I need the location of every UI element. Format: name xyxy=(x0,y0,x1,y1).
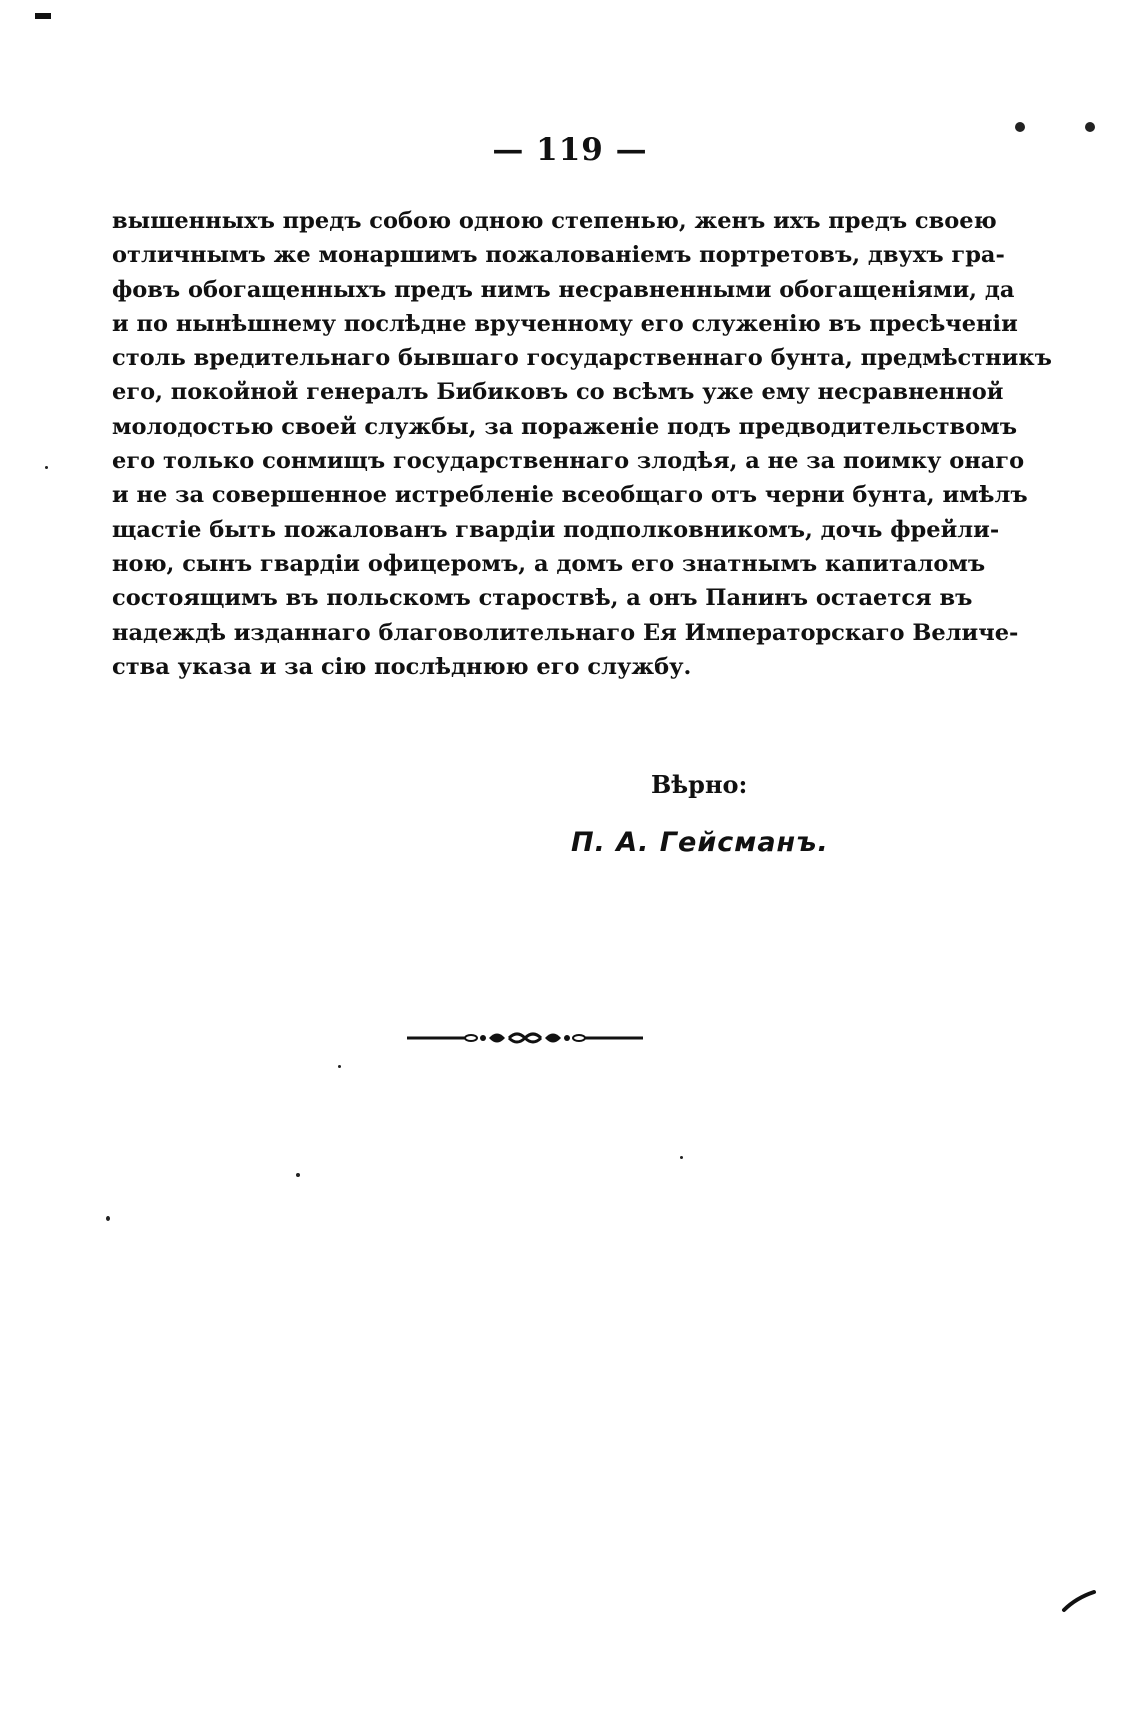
margin-speck xyxy=(45,466,48,469)
corner-mark xyxy=(35,13,51,19)
margin-speck xyxy=(106,1216,110,1221)
body-line: и по нынѣшнему послѣдне врученному его служенію въ пресѣченіи xyxy=(112,310,1018,337)
body-line: его только сонмищъ государственнаго злодѣя, а не за поимку онаго xyxy=(112,448,1025,475)
body-line: щастіе быть пожалованъ гвардіи подполковникомъ, дочь фрейли- xyxy=(112,516,1000,543)
body-line: его, покойной генералъ Бибиковъ со всѣмъ уже ему несравненной xyxy=(112,379,1004,406)
attestation-label: Вѣрно: xyxy=(651,770,748,799)
divider-ornament xyxy=(405,1026,645,1050)
signature: П. А. Гейсманъ. xyxy=(571,827,829,858)
body-line: ства указа и за сію послѣднюю его службу. xyxy=(112,653,692,680)
page-number: — 119 — xyxy=(492,132,648,168)
margin-speck xyxy=(338,1065,341,1068)
body-line: ною, сынъ гвардіи офицеромъ, а домъ его знатнымъ капиталомъ xyxy=(112,550,986,577)
margin-speck xyxy=(680,1156,683,1159)
margin-stroke xyxy=(1062,1588,1096,1612)
margin-speck xyxy=(296,1173,300,1177)
body-line: вышенныхъ предъ собою одною степенью, женъ ихъ предъ своею xyxy=(112,208,997,234)
body-text xyxy=(112,204,1052,684)
body-line: отличнымъ же монаршимъ пожалованіемъ портретовъ, двухъ гра- xyxy=(112,242,1005,269)
body-line: молодостью своей службы, за пораженіе подъ предводительствомъ xyxy=(112,413,1017,440)
body-line: надеждѣ изданнаго благоволительнаго Ея Императорскаго Величе- xyxy=(112,619,1019,646)
body-line: столь вредительнаго бывшаго государственнаго бунта, предмѣстникъ xyxy=(112,345,1052,372)
margin-dot xyxy=(1015,122,1025,132)
body-line: и не за совершенное истребленіе всеобщаго отъ черни бунта, имѣлъ xyxy=(112,482,1028,509)
margin-dot xyxy=(1085,122,1095,132)
body-line: фовъ обогащенныхъ предъ нимъ несравненными обогащеніями, да xyxy=(112,276,1015,303)
body-line: состоящимъ въ польскомъ староствѣ, а онъ Панинъ остается въ xyxy=(112,585,973,612)
